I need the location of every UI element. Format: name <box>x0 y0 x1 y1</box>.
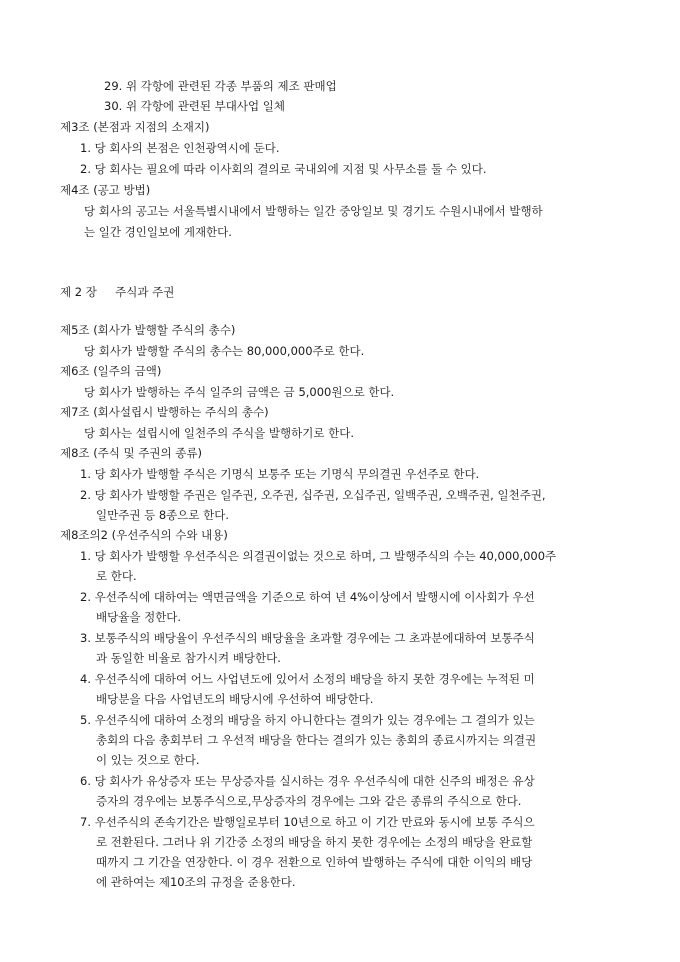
article-8-2-title: 제8조의2 (우선주식의 수와 내용) <box>60 528 228 542</box>
list-item-continuation: 증자의 경우에는 보통주식으로,무상증자의 경우에는 그와 같은 종류의 주식으로 한다. <box>96 794 522 808</box>
list-item: 1. 당 회사가 발행할 우선주식은 의결권이없는 것으로 하며, 그 발행주식의 수는 40,000,000주 <box>80 549 557 563</box>
list-item: 6. 당 회사가 유상증자 또는 무상증자를 실시하는 경우 우선주식에 대한 신주의 배정은 유상 <box>80 774 535 788</box>
list-item: 1. 당 회사의 본점은 인천광역시에 둔다. <box>80 141 280 155</box>
article-5-body: 당 회사가 발행할 주식의 총수는 80,000,000주로 한다. <box>84 344 365 358</box>
list-item: 2. 당 회사는 필요에 따라 이사회의 결의로 국내외에 지점 및 사무소를 둘 수 있다. <box>80 162 487 176</box>
list-item-continuation: 배당율을 정한다. <box>96 610 182 624</box>
list-item-continuation: 일만주권 등 8종으로 한다. <box>96 508 230 522</box>
list-item: 4. 우선주식에 대하여 어느 사업년도에 있어서 소정의 배당을 하지 못한 경우에는 누적된 미 <box>80 672 535 686</box>
list-item: 3. 보통주식의 배당율이 우선주식의 배당율을 초과할 경우에는 그 초과분에대하여 보통주식 <box>80 631 535 645</box>
list-item: 2. 우선주식에 대하여는 액면금액을 기준으로 하여 년 4%이상에서 발행시에 이사회가 우선 <box>80 590 535 604</box>
list-item-continuation: 에 관하여는 제10조의 규정을 준용한다. <box>96 875 296 889</box>
list-item: 7. 우선주식의 존속기간은 발행일로부터 10년으로 하고 이 기간 만료와 동시에 보통 주식으 <box>80 815 535 829</box>
list-item-continuation: 로 전환된다. 그러나 위 기간중 소정의 배당을 하지 못한 경우에는 소정의 배당을 완료할 <box>96 835 533 849</box>
article-3-title: 제3조 (본점과 지점의 소재지) <box>60 120 210 134</box>
article-7-body: 당 회사는 설립시에 일천주의 주식을 발행하기로 한다. <box>84 426 354 440</box>
list-item: 1. 당 회사가 발행할 주식은 기명식 보통주 또는 기명식 무의결권 우선주로 한다. <box>80 467 480 481</box>
list-item-continuation: 총회의 다음 총회부터 그 우선적 배당을 한다는 결의가 있는 총회의 종료시까지는 의결권 <box>96 733 537 747</box>
article-4-body: 당 회사의 공고는 서울특별시내에서 발행하는 일간 중앙일보 및 경기도 수원시내에서 발행하 <box>84 204 543 218</box>
article-6-body: 당 회사가 발행하는 주식 일주의 금액은 금 5,000원으로 한다. <box>84 385 395 399</box>
list-item-continuation: 이 있는 것으로 한다. <box>96 753 200 767</box>
article-6-title: 제6조 (일주의 금액) <box>60 364 162 378</box>
article-4-title: 제4조 (공고 방법) <box>60 183 151 197</box>
list-item-continuation: 때까지 그 기간을 연장한다. 이 경우 전환으로 인하여 발행하는 주식에 대한 이익의 배당 <box>96 855 533 869</box>
list-item: 29. 위 각항에 관련된 각종 부품의 제조 판매업 <box>104 79 337 93</box>
article-8-title: 제8조 (주식 및 주권의 종류) <box>60 446 203 460</box>
article-4-body: 는 일간 경인일보에 게재한다. <box>84 225 232 239</box>
list-item-continuation: 배당분을 다음 사업년도의 배당시에 우선하여 배당한다. <box>96 692 374 706</box>
chapter-heading: 제 2 장 주식과 주권 <box>60 285 175 299</box>
list-item-continuation: 로 한다. <box>96 569 137 583</box>
list-item: 30. 위 각항에 관련된 부대사업 일체 <box>104 99 285 113</box>
list-item: 5. 우선주식에 대하여 소정의 배당을 하지 아니한다는 결의가 있는 경우에는 그 결의가 있는 <box>80 713 535 727</box>
article-5-title: 제5조 (회사가 발행할 주식의 총수) <box>60 323 236 337</box>
list-item-continuation: 과 동일한 비율로 참가시켜 배당한다. <box>96 651 281 665</box>
article-7-title: 제7조 (회사설립시 발행하는 주식의 총수) <box>60 405 269 419</box>
list-item: 2. 당 회사가 발행할 주권은 일주권, 오주권, 십주권, 오십주권, 일백주권, 오백주권, 일천주권, <box>80 488 546 502</box>
